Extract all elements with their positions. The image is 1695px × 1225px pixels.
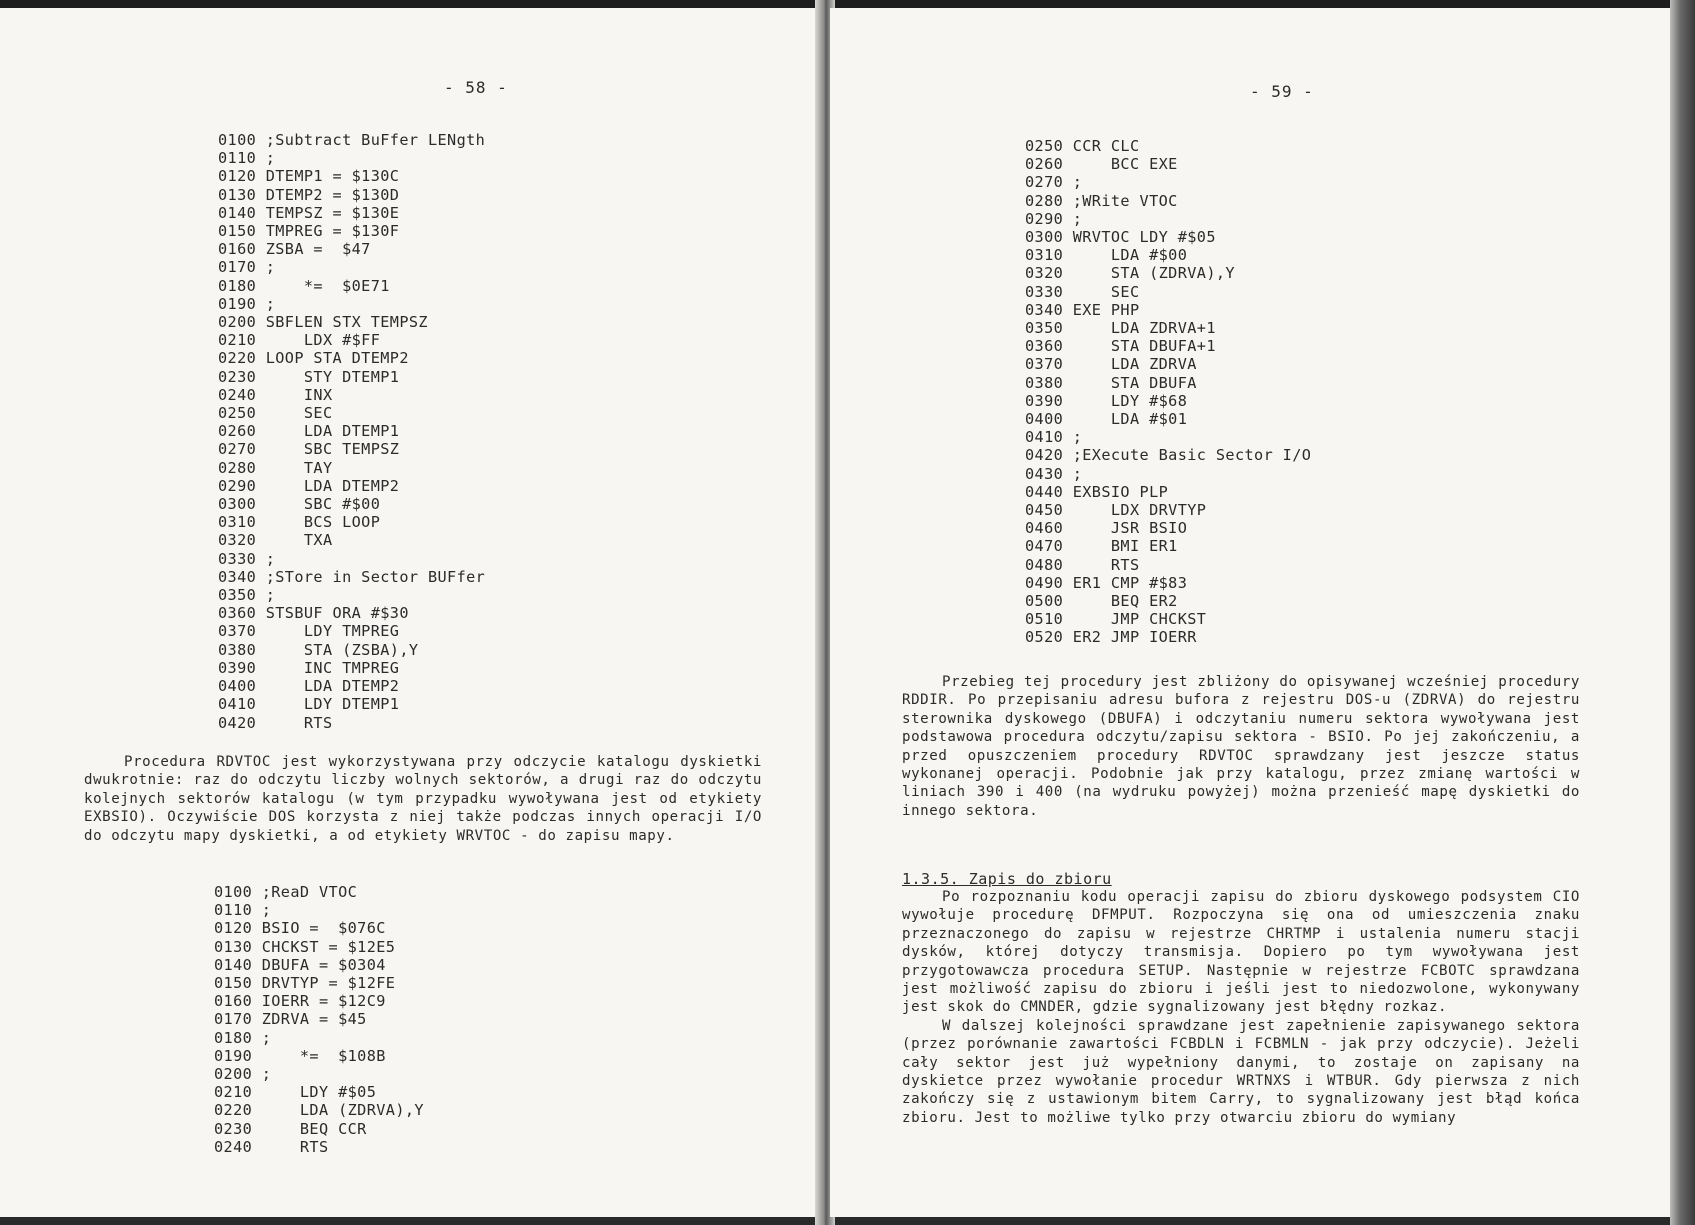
code-line: 0170 ; [218, 258, 276, 277]
code-line: 0230 BEQ CCR [214, 1119, 367, 1138]
section-heading: 1.3.5. Zapis do zbioru [902, 870, 1112, 888]
code-line: 0320 STA (ZDRVA),Y [1025, 264, 1235, 283]
paragraph-procedure-description: Przebieg tej procedury jest zbliżony do opisywanej wcześniej procedury RDDIR. Po przepisaniu adresu bufora z rejestru DOS-u (ZDRVA) do rejestru sterownika dyskowego (DBUFA) i odczytaniu numeru sektora wywoływana jest podstawowa procedura odczytu/zapisu sektora - BSIO. Po jej zakończeniu, a przed opuszczeniem procedury RDVTOC sprawdzany jest jeszcze status wykonanej operacji. Podobnie jak przy katalogu, przez zmianę wartości w liniach 390 i 400 (na wydruku powyżej) można przenieść mapę dyskietki do innego sektora. [902, 674, 1580, 819]
code-line: 0220 LDA (ZDRVA),Y [214, 1101, 424, 1120]
code-line: 0490 ER1 CMP #$83 [1025, 573, 1188, 592]
code-line: 0120 BSIO = $076C [214, 919, 386, 938]
code-line: 0200 ; [214, 1065, 272, 1084]
code-listing-sbflen [218, 131, 485, 732]
code-line: 0520 ER2 JMP IOERR [1025, 628, 1197, 647]
code-line: 0150 DRVTYP = $12FE [214, 974, 396, 993]
code-line: 0360 STA DBUFA+1 [1025, 337, 1216, 356]
code-line: 0410 ; [1025, 428, 1083, 447]
code-line: 0200 SBFLEN STX TEMPSZ [218, 313, 428, 332]
code-line: 0310 BCS LOOP [218, 513, 381, 532]
left-page [0, 8, 820, 1217]
code-line: 0340 EXE PHP [1025, 300, 1140, 319]
code-line: 0460 JSR BSIO [1025, 519, 1188, 538]
code-line: 0270 SBC TEMPSZ [218, 440, 400, 459]
code-line: 0160 IOERR = $12C9 [214, 992, 386, 1011]
code-line: 0380 STA DBUFA [1025, 373, 1197, 392]
code-line: 0290 LDA DTEMP2 [218, 476, 400, 495]
code-line: 0370 LDY TMPREG [218, 622, 400, 641]
page-number: - 59 - [1250, 82, 1314, 101]
code-line: 0170 ZDRVA = $45 [214, 1010, 367, 1029]
book-right-edge [1670, 0, 1695, 1225]
code-line: 0180 *= $0E71 [218, 276, 390, 295]
code-line: 0450 LDX DRVTYP [1025, 501, 1207, 520]
code-listing-wrvtoc [1025, 137, 1311, 647]
code-line: 0410 LDY DTEMP1 [218, 695, 400, 714]
code-line: 0210 LDY #$05 [214, 1083, 377, 1102]
code-line: 0420 ;EXecute Basic Sector I/O [1025, 446, 1312, 465]
code-line: 0320 TXA [218, 531, 333, 550]
code-line: 0180 ; [214, 1028, 272, 1047]
body-text [902, 673, 1580, 820]
code-line: 0440 EXBSIO PLP [1025, 482, 1169, 501]
code-line: 0500 BEQ ER2 [1025, 592, 1178, 611]
code-line: 0470 BMI ER1 [1025, 537, 1178, 556]
code-line: 0390 INC TMPREG [218, 658, 400, 677]
code-line: 0280 ;WRite VTOC [1025, 191, 1178, 210]
code-listing-rdvtoc [214, 883, 424, 1156]
paragraph-rdvtoc: Procedura RDVTOC jest wykorzystywana przy odczycie katalogu dyskietki dwukrotnie: raz do odczytu liczby wolnych sektorów, a drugi raz do odczytu kolejnych sektorów katalogu (w tym przypadku wywoływana jest od etykiety EXBSIO). Oczywiście DOS korzysta z niej także podczas innych operacji I/O do odczytu mapy dyskietki, a od etykiety WRVTOC - do zapisu mapy. [84, 754, 762, 844]
code-line: 0100 ;ReaD VTOC [214, 883, 358, 901]
code-line: 0230 STY DTEMP1 [218, 367, 400, 386]
code-line: 0400 LDA #$01 [1025, 410, 1188, 429]
code-line: 0300 WRVTOC LDY #$05 [1025, 228, 1216, 247]
paragraph-dfmput: Po rozpoznaniu kodu operacji zapisu do zbioru dyskowego podsystem CIO wywołuje procedurę DFMPUT. Rozpoczyna się ona od umieszczenia znaku przeznaczonego do zapisu w rejestrze CHRTMP i ustalenia numeru stacji dysków, której dotyczy transmisja. Dopiero po tym wywoływana jest przygotowawcza procedura SETUP. Następnie w rejestrze FCBOTC sprawdzana jest możliwość zapisu do zbioru i jeśli jest to niedozwolone, wykonywany jest skok do CMNDER, gdzie sygnalizowany jest błędny rozkaz. [902, 889, 1580, 1016]
body-text [84, 753, 762, 845]
code-line: 0380 STA (ZSBA),Y [218, 640, 419, 659]
code-line: 0430 ; [1025, 464, 1083, 483]
body-text-section [902, 888, 1580, 1127]
code-line: 0350 LDA ZDRVA+1 [1025, 319, 1216, 338]
right-page [830, 8, 1670, 1217]
code-line: 0370 LDA ZDRVA [1025, 355, 1197, 374]
code-line: 0390 LDY #$68 [1025, 391, 1188, 410]
code-line: 0310 LDA #$00 [1025, 246, 1188, 265]
code-line: 0480 RTS [1025, 555, 1140, 574]
code-line: 0240 INX [218, 385, 333, 404]
code-line: 0350 ; [218, 586, 276, 605]
code-line: 0220 LOOP STA DTEMP2 [218, 349, 409, 368]
code-line: 0210 LDX #$FF [218, 331, 381, 350]
code-line: 0270 ; [1025, 173, 1083, 192]
code-line: 0260 LDA DTEMP1 [218, 422, 400, 441]
code-line: 0300 SBC #$00 [218, 495, 381, 514]
code-line: 0110 ; [214, 901, 272, 920]
code-line: 0420 RTS [218, 713, 333, 732]
code-line: 0360 STSBUF ORA #$30 [218, 604, 409, 623]
code-line: 0240 RTS [214, 1137, 329, 1156]
code-line: 0130 DTEMP2 = $130D [218, 185, 400, 204]
paragraph-sector-fill: W dalszej kolejności sprawdzane jest zapełnienie zapisywanego sektora (przez porównanie zawartości FCBDLN i FCBMLN - jak przy odczycie). Jeżeli cały sektor jest już wypełniony danymi, to zostaje on zapisany na dyskietce przez wywołanie procedur WRTNXS i WTBUR. Gdy pierwsza z nich zakończy się z ustawionym bitem Carry, to sygnalizowany jest błąd końca zbioru. Jest to możliwe tylko przy otwarciu zbioru do wymiany [902, 1017, 1580, 1126]
code-line: 0160 ZSBA = $47 [218, 240, 371, 259]
code-line: 0290 ; [1025, 209, 1083, 228]
code-line: 0140 DBUFA = $0304 [214, 955, 386, 974]
code-line: 0190 ; [218, 294, 276, 313]
page-number: - 58 - [444, 78, 508, 97]
code-line: 0510 JMP CHCKST [1025, 610, 1207, 629]
code-line: 0260 BCC EXE [1025, 155, 1178, 174]
code-line: 0400 LDA DTEMP2 [218, 677, 400, 696]
code-line: 0190 *= $108B [214, 1046, 386, 1065]
code-line: 0120 DTEMP1 = $130C [218, 167, 400, 186]
code-line: 0330 ; [218, 549, 276, 568]
code-line: 0140 TEMPSZ = $130E [218, 203, 400, 222]
code-line: 0100 ;Subtract BuFfer LENgth [218, 131, 486, 149]
code-line: 0250 SEC [218, 404, 333, 423]
code-line: 0280 TAY [218, 458, 333, 477]
code-line: 0250 CCR CLC [1025, 137, 1140, 155]
code-line: 0110 ; [218, 149, 276, 168]
code-line: 0130 CHCKST = $12E5 [214, 937, 396, 956]
code-line: 0340 ;STore in Sector BUFfer [218, 567, 486, 586]
code-line: 0330 SEC [1025, 282, 1140, 301]
code-line: 0150 TMPREG = $130F [218, 222, 400, 241]
